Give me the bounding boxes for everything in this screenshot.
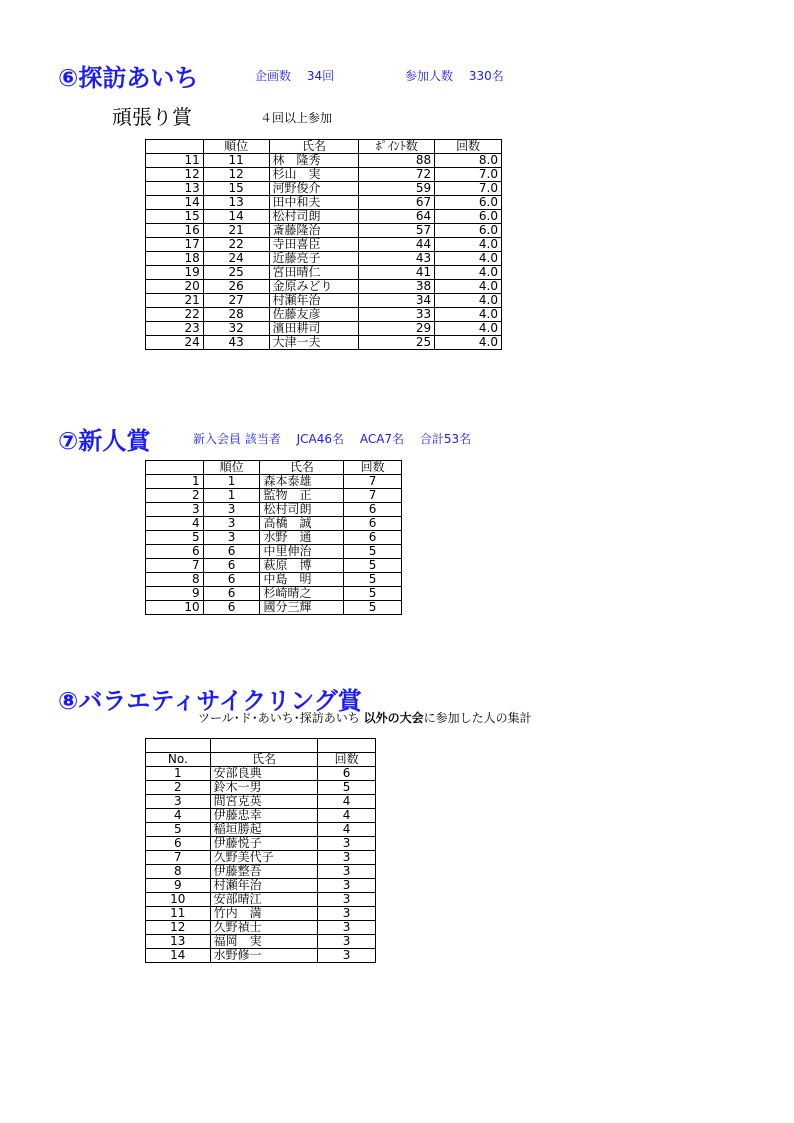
table-row	[146, 907, 376, 921]
table-cell: 萩原 博	[260, 559, 344, 573]
table-cell: 松村司朗	[260, 503, 344, 517]
table-cell: 鈴木一男	[210, 781, 318, 795]
table-cell: 64	[359, 210, 435, 224]
table-row	[146, 559, 402, 573]
column-header: ﾎﾟｲﾝﾄ数	[359, 140, 435, 154]
table-cell: 4.0	[435, 294, 502, 308]
table-cell: 44	[359, 238, 435, 252]
section6-participant-count: 参加人数 330名	[405, 69, 504, 83]
table-cell: 10	[146, 601, 204, 615]
table-row	[146, 266, 502, 280]
table-cell: 5	[318, 781, 376, 795]
table-row	[146, 893, 376, 907]
table-cell: 27	[203, 294, 269, 308]
table-cell: 5	[344, 601, 402, 615]
table-cell: 7	[344, 475, 402, 489]
table-row	[146, 224, 502, 238]
table-cell: 88	[359, 154, 435, 168]
column-header: No.	[146, 753, 211, 767]
table-row	[146, 767, 376, 781]
table-cell: 林 隆秀	[269, 154, 359, 168]
table-row	[146, 531, 402, 545]
table-cell: 田中和夫	[269, 196, 359, 210]
column-header: 回数	[435, 140, 502, 154]
table-cell: 3	[318, 893, 376, 907]
table-cell: 14	[146, 196, 204, 210]
table-cell: 21	[146, 294, 204, 308]
table-cell: 4.0	[435, 252, 502, 266]
table-cell: 13	[146, 935, 211, 949]
table-cell: 7	[146, 559, 204, 573]
table-cell: 25	[359, 336, 435, 350]
table-row	[146, 837, 376, 851]
table-row	[146, 851, 376, 865]
table-cell: 4.0	[435, 238, 502, 252]
table-cell: 6	[344, 517, 402, 531]
table-cell: 11	[146, 907, 211, 921]
table-cell: 24	[203, 252, 269, 266]
table-cell: 3	[318, 907, 376, 921]
table-cell: 41	[359, 266, 435, 280]
table-cell: 8.0	[435, 154, 502, 168]
header-row	[146, 753, 376, 767]
table-cell: 中島 明	[260, 573, 344, 587]
table-cell: 寺田喜臣	[269, 238, 359, 252]
table-cell: 斎藤隆治	[269, 224, 359, 238]
table-cell: 11	[203, 154, 269, 168]
table-row	[146, 823, 376, 837]
table-cell: 13	[203, 196, 269, 210]
table-cell: 3	[146, 795, 211, 809]
table-cell: 43	[203, 336, 269, 350]
column-header: 回数	[344, 461, 402, 475]
table-cell: 6.0	[435, 210, 502, 224]
table-cell: 29	[359, 322, 435, 336]
table-row	[146, 601, 402, 615]
table-cell: 安部良典	[210, 767, 318, 781]
table-cell: 12	[146, 168, 204, 182]
section6-award-note: ４回以上参加	[260, 111, 333, 125]
table-cell: 15	[203, 182, 269, 196]
table-cell: 6	[203, 573, 260, 587]
table-cell: 久野禎士	[210, 921, 318, 935]
table-cell: 河野俊介	[269, 182, 359, 196]
table-row	[146, 322, 502, 336]
table-cell: 杉崎晴之	[260, 587, 344, 601]
table-cell: 3	[146, 503, 204, 517]
column-header	[146, 461, 204, 475]
column-header: 順位	[203, 461, 260, 475]
table-cell: 濱田耕司	[269, 322, 359, 336]
table-cell: 佐藤友彦	[269, 308, 359, 322]
table-cell: 6	[146, 545, 204, 559]
blank-cell	[210, 739, 318, 753]
table-cell: 17	[146, 238, 204, 252]
table-cell: 7.0	[435, 182, 502, 196]
table-cell: 伊藤忠幸	[210, 809, 318, 823]
table-cell: 34	[359, 294, 435, 308]
table-row	[146, 935, 376, 949]
table-cell: 松村司朗	[269, 210, 359, 224]
table-row	[146, 865, 376, 879]
table-cell: 6	[203, 559, 260, 573]
header-row	[146, 461, 402, 475]
table-row	[146, 879, 376, 893]
table-row	[146, 489, 402, 503]
table-cell: 4.0	[435, 336, 502, 350]
section6-table	[145, 139, 502, 350]
table-cell: 稲垣勝起	[210, 823, 318, 837]
table-cell: 國分三輝	[260, 601, 344, 615]
table-row	[146, 308, 502, 322]
table-cell: 7	[344, 489, 402, 503]
table-cell: 13	[146, 182, 204, 196]
table-cell: 高橋 誠	[260, 517, 344, 531]
table-cell: 23	[146, 322, 204, 336]
table-cell: 14	[146, 949, 211, 963]
table-cell: 20	[146, 280, 204, 294]
table-cell: 14	[203, 210, 269, 224]
table-cell: 2	[146, 781, 211, 795]
table-cell: 6	[146, 837, 211, 851]
table-cell: 22	[203, 238, 269, 252]
table-cell: 監物 正	[260, 489, 344, 503]
table-row	[146, 921, 376, 935]
table-cell: 村瀬年治	[269, 294, 359, 308]
table-row	[146, 182, 502, 196]
table-cell: 3	[318, 851, 376, 865]
table-cell: 大津一夫	[269, 336, 359, 350]
table-cell: 25	[203, 266, 269, 280]
column-header: 回数	[318, 753, 376, 767]
table-row	[146, 475, 402, 489]
table-cell: 3	[318, 935, 376, 949]
table-row	[146, 154, 502, 168]
table-cell: 4	[318, 823, 376, 837]
table-cell: 21	[203, 224, 269, 238]
table-cell: 16	[146, 224, 204, 238]
table-row	[146, 503, 402, 517]
blank-row	[146, 739, 376, 753]
table-cell: 24	[146, 336, 204, 350]
section8-note	[198, 709, 532, 726]
table-cell: 5	[344, 587, 402, 601]
table-cell: 12	[146, 921, 211, 935]
table-cell: 12	[203, 168, 269, 182]
table-cell: 近藤亮子	[269, 252, 359, 266]
column-header: 氏名	[260, 461, 344, 475]
table-cell: 4	[146, 809, 211, 823]
table-cell: 中里伸治	[260, 545, 344, 559]
table-cell: 村瀬年治	[210, 879, 318, 893]
table-cell: 5	[344, 559, 402, 573]
table-cell: 3	[318, 949, 376, 963]
table-cell: 福岡 実	[210, 935, 318, 949]
table-cell: 伊藤悦子	[210, 837, 318, 851]
table-row	[146, 795, 376, 809]
table-cell: 6.0	[435, 224, 502, 238]
table-cell: 15	[146, 210, 204, 224]
table-row	[146, 573, 402, 587]
table-cell: 間宮克英	[210, 795, 318, 809]
table-cell: 18	[146, 252, 204, 266]
section6-title: ⑥探訪あいち	[58, 64, 199, 92]
table-cell: 4.0	[435, 266, 502, 280]
table-cell: 6.0	[435, 196, 502, 210]
table-cell: 3	[203, 531, 260, 545]
column-header	[146, 140, 204, 154]
table-row	[146, 336, 502, 350]
table-cell: 5	[344, 573, 402, 587]
table-cell: 森本泰雄	[260, 475, 344, 489]
table-cell: 8	[146, 573, 204, 587]
column-header: 順位	[203, 140, 269, 154]
table-cell: 伊藤整吾	[210, 865, 318, 879]
blank-cell	[146, 739, 211, 753]
table-cell: 3	[318, 837, 376, 851]
section7-title: ⑦新人賞	[58, 427, 151, 455]
table-cell: 22	[146, 308, 204, 322]
table-cell: 43	[359, 252, 435, 266]
section8-note-c: に参加した人の集計	[423, 711, 532, 725]
section7-table	[145, 460, 402, 615]
table-cell: 6	[318, 767, 376, 781]
section8-note-b: 以外の大会	[363, 711, 424, 725]
table-cell: 6	[203, 545, 260, 559]
table-row	[146, 168, 502, 182]
table-cell: 33	[359, 308, 435, 322]
table-cell: 宮田晴仁	[269, 266, 359, 280]
table-cell: 5	[344, 545, 402, 559]
table-cell: 3	[203, 517, 260, 531]
table-cell: 9	[146, 879, 211, 893]
section8-table	[145, 738, 376, 963]
table-cell: 竹内 満	[210, 907, 318, 921]
table-cell: 2	[146, 489, 204, 503]
table-cell: 7	[146, 851, 211, 865]
table-cell: 32	[203, 322, 269, 336]
table-row	[146, 517, 402, 531]
table-cell: 6	[203, 587, 260, 601]
table-cell: 10	[146, 893, 211, 907]
table-cell: 6	[344, 531, 402, 545]
table-cell: 4.0	[435, 322, 502, 336]
table-row	[146, 587, 402, 601]
table-row	[146, 949, 376, 963]
table-cell: 3	[318, 879, 376, 893]
table-row	[146, 210, 502, 224]
table-cell: 11	[146, 154, 204, 168]
table-cell: 金原みどり	[269, 280, 359, 294]
table-row	[146, 280, 502, 294]
section6-event-count: 企画数 34回	[255, 69, 335, 83]
table-cell: 19	[146, 266, 204, 280]
table-cell: 28	[203, 308, 269, 322]
table-cell: 6	[344, 503, 402, 517]
table-row	[146, 252, 502, 266]
table-cell: 4	[318, 809, 376, 823]
column-header: 氏名	[210, 753, 318, 767]
table-cell: 4.0	[435, 308, 502, 322]
section8-title: ⑧バラエティサイクリング賞	[58, 687, 362, 715]
table-cell: 4	[318, 795, 376, 809]
table-cell: 4	[146, 517, 204, 531]
table-row	[146, 545, 402, 559]
table-row	[146, 809, 376, 823]
section6-award-name: 頑張り賞	[112, 105, 192, 129]
table-cell: 水野 通	[260, 531, 344, 545]
table-cell: 3	[318, 865, 376, 879]
table-cell: 6	[203, 601, 260, 615]
table-cell: 3	[203, 503, 260, 517]
table-cell: 久野美代子	[210, 851, 318, 865]
column-header: 氏名	[269, 140, 359, 154]
table-cell: 67	[359, 196, 435, 210]
table-cell: 水野修一	[210, 949, 318, 963]
table-row	[146, 196, 502, 210]
table-cell: 5	[146, 531, 204, 545]
table-cell: 1	[146, 767, 211, 781]
table-row	[146, 238, 502, 252]
table-cell: 4.0	[435, 280, 502, 294]
table-row	[146, 781, 376, 795]
table-cell: 8	[146, 865, 211, 879]
section8-note-a: ツール･ド･あいち･探訪あいち	[198, 711, 364, 725]
table-cell: 9	[146, 587, 204, 601]
table-cell: 26	[203, 280, 269, 294]
table-row	[146, 294, 502, 308]
table-cell: 59	[359, 182, 435, 196]
table-cell: 38	[359, 280, 435, 294]
table-cell: 安部晴江	[210, 893, 318, 907]
table-cell: 1	[203, 489, 260, 503]
section7-info: 新入会員 該当者 JCA46名 ACA7名 合計53名	[193, 432, 472, 446]
header-row	[146, 140, 502, 154]
table-cell: 3	[318, 921, 376, 935]
table-cell: 1	[146, 475, 204, 489]
blank-cell	[318, 739, 376, 753]
table-cell: 1	[203, 475, 260, 489]
table-cell: 杉山 実	[269, 168, 359, 182]
table-cell: 72	[359, 168, 435, 182]
table-cell: 7.0	[435, 168, 502, 182]
table-cell: 5	[146, 823, 211, 837]
table-cell: 57	[359, 224, 435, 238]
